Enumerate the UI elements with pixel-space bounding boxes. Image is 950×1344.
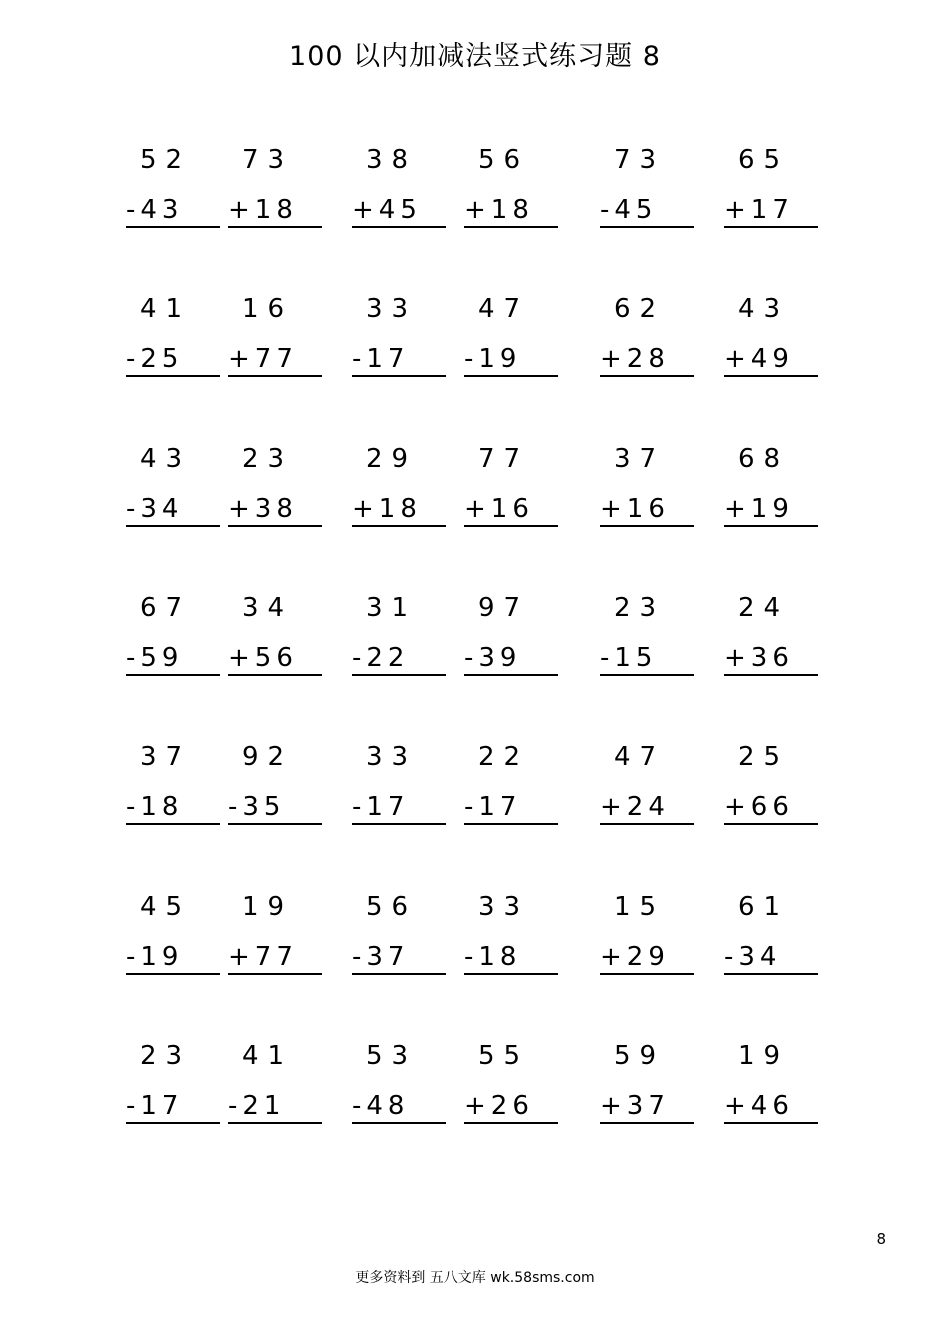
operator-number: +49: [724, 344, 818, 377]
problem-cell: [126, 294, 226, 384]
problem-cell: [600, 294, 700, 384]
top-number: 56: [366, 892, 418, 922]
top-number: 41: [242, 1041, 294, 1071]
problem-cell: [600, 145, 700, 235]
operator-number: -34: [126, 494, 220, 527]
operator-number: -18: [126, 792, 220, 825]
problem-cell: [464, 145, 564, 235]
top-number: 33: [366, 742, 418, 772]
operator-number: -17: [126, 1091, 220, 1124]
top-number: 15: [614, 892, 666, 922]
top-number: 33: [478, 892, 530, 922]
operator-number: -35: [228, 792, 322, 825]
top-number: 68: [738, 444, 790, 474]
operator-number: +18: [464, 195, 558, 228]
problem-cell: [228, 593, 328, 683]
operator-number: -45: [600, 195, 694, 228]
operator-number: +45: [352, 195, 446, 228]
operator-number: +17: [724, 195, 818, 228]
top-number: 73: [614, 145, 666, 175]
operator-number: -18: [464, 942, 558, 975]
problem-cell: [724, 593, 824, 683]
problem-cell: [352, 742, 452, 832]
operator-number: -22: [352, 643, 446, 676]
top-number: 47: [478, 294, 530, 324]
problem-cell: [600, 1041, 700, 1131]
problem-cell: [126, 1041, 226, 1131]
problem-cell: [464, 742, 564, 832]
operator-number: -48: [352, 1091, 446, 1124]
operator-number: -59: [126, 643, 220, 676]
operator-number: +19: [724, 494, 818, 527]
problem-cell: [464, 1041, 564, 1131]
operator-number: +77: [228, 344, 322, 377]
page-title: 100 以内加减法竖式练习题 8: [289, 41, 661, 72]
footer-text: 更多资料到 五八文库 wk.58sms.com: [355, 1270, 595, 1286]
problem-cell: [600, 593, 700, 683]
operator-number: +37: [600, 1091, 694, 1124]
problem-cell: [724, 1041, 824, 1131]
top-number: 16: [242, 294, 294, 324]
operator-number: +77: [228, 942, 322, 975]
top-number: 62: [614, 294, 666, 324]
problem-cell: [352, 593, 452, 683]
operator-number: +26: [464, 1091, 558, 1124]
problem-cell: [724, 742, 824, 832]
problem-cell: [600, 892, 700, 982]
top-number: 31: [366, 593, 418, 623]
problem-cell: [464, 294, 564, 384]
top-number: 19: [242, 892, 294, 922]
operator-number: +28: [600, 344, 694, 377]
operator-number: -15: [600, 643, 694, 676]
problem-cell: [228, 294, 328, 384]
operator-number: +16: [464, 494, 558, 527]
top-number: 59: [614, 1041, 666, 1071]
operator-number: +56: [228, 643, 322, 676]
problem-cell: [126, 742, 226, 832]
problem-cell: [228, 145, 328, 235]
operator-number: -39: [464, 643, 558, 676]
problem-cell: [352, 294, 452, 384]
operator-number: -43: [126, 195, 220, 228]
top-number: 53: [366, 1041, 418, 1071]
top-number: 24: [738, 593, 790, 623]
operator-number: +18: [352, 494, 446, 527]
top-number: 73: [242, 145, 294, 175]
operator-number: -17: [352, 792, 446, 825]
top-number: 38: [366, 145, 418, 175]
problem-cell: [228, 742, 328, 832]
operator-number: +36: [724, 643, 818, 676]
operator-number: -21: [228, 1091, 322, 1124]
top-number: 19: [738, 1041, 790, 1071]
problem-cell: [600, 444, 700, 534]
top-number: 43: [738, 294, 790, 324]
operator-number: +18: [228, 195, 322, 228]
top-number: 47: [614, 742, 666, 772]
problem-cell: [724, 294, 824, 384]
top-number: 33: [366, 294, 418, 324]
problem-cell: [228, 892, 328, 982]
operator-number: +38: [228, 494, 322, 527]
problem-cell: [228, 444, 328, 534]
operator-number: -25: [126, 344, 220, 377]
problem-cell: [352, 145, 452, 235]
operator-number: +46: [724, 1091, 818, 1124]
top-number: 34: [242, 593, 294, 623]
top-number: 23: [242, 444, 294, 474]
problem-cell: [352, 1041, 452, 1131]
operator-number: +16: [600, 494, 694, 527]
problem-cell: [464, 444, 564, 534]
problem-cell: [352, 892, 452, 982]
top-number: 25: [738, 742, 790, 772]
problem-cell: [600, 742, 700, 832]
top-number: 97: [478, 593, 530, 623]
top-number: 61: [738, 892, 790, 922]
operator-number: +24: [600, 792, 694, 825]
top-number: 37: [140, 742, 192, 772]
top-number: 65: [738, 145, 790, 175]
top-number: 92: [242, 742, 294, 772]
problem-cell: [126, 593, 226, 683]
top-number: 22: [478, 742, 530, 772]
top-number: 23: [140, 1041, 192, 1071]
problem-cell: [724, 892, 824, 982]
top-number: 45: [140, 892, 192, 922]
operator-number: +66: [724, 792, 818, 825]
operator-number: -19: [126, 942, 220, 975]
problem-cell: [724, 145, 824, 235]
top-number: 77: [478, 444, 530, 474]
top-number: 55: [478, 1041, 530, 1071]
problem-cell: [464, 593, 564, 683]
problem-cell: [724, 444, 824, 534]
operator-number: +29: [600, 942, 694, 975]
top-number: 43: [140, 444, 192, 474]
operator-number: -17: [464, 792, 558, 825]
page-number: 8: [876, 1230, 886, 1248]
top-number: 41: [140, 294, 192, 324]
operator-number: -37: [352, 942, 446, 975]
problem-cell: [228, 1041, 328, 1131]
top-number: 23: [614, 593, 666, 623]
problem-cell: [126, 892, 226, 982]
top-number: 29: [366, 444, 418, 474]
top-number: 56: [478, 145, 530, 175]
top-number: 37: [614, 444, 666, 474]
top-number: 52: [140, 145, 192, 175]
top-number: 67: [140, 593, 192, 623]
problem-cell: [126, 145, 226, 235]
problem-cell: [352, 444, 452, 534]
operator-number: -17: [352, 344, 446, 377]
problem-cell: [464, 892, 564, 982]
operator-number: -34: [724, 942, 818, 975]
operator-number: -19: [464, 344, 558, 377]
problem-cell: [126, 444, 226, 534]
